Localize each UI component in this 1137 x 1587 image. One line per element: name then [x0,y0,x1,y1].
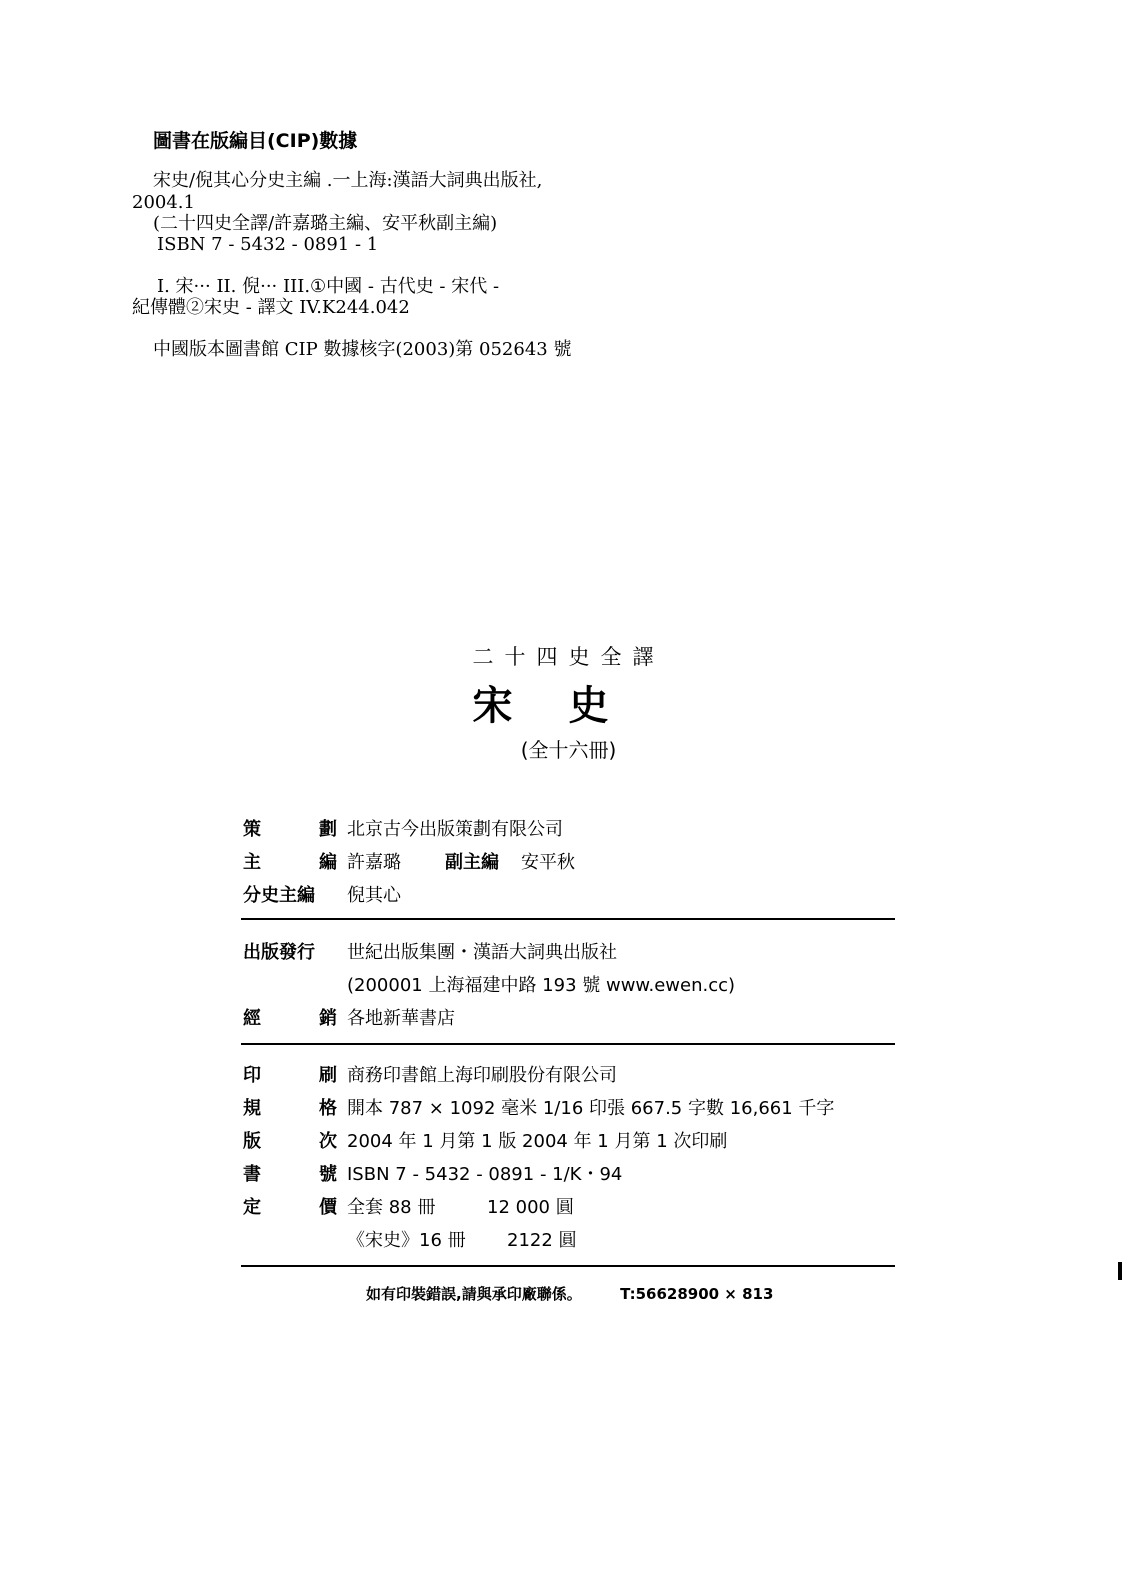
cip-line-date: 2004.1 [132,192,195,213]
value-book-number: ISBN 7 - 5432 - 0891 - 1/K・94 [347,1164,623,1185]
value-chief-editor: 許嘉璐 [347,852,401,873]
label-section-editor: 分史主編 [243,885,315,906]
row-edition [243,1127,727,1153]
cip-line-classification-2: 紀傳體②宋史 - 譯文 IV.K244.042 [132,297,410,318]
label-publisher: 出版發行 [243,942,315,963]
value-specs: 開本 787 × 1092 毫米 1/16 印張 667.5 字數 16,661 千字 [347,1098,835,1119]
footer-notice [366,1283,773,1304]
row-book-number [243,1160,622,1186]
book-title: 宋史 [472,682,665,729]
label-price: 定 價 [243,1197,337,1218]
footer-notice-text: 如有印裝錯誤,請與承印廠聯係。 [366,1285,582,1303]
cip-line-title: 宋史/倪其心分史主編 .一上海:漢語大詞典出版社, [153,170,543,191]
value-price-set-label: 全套 88 冊 [347,1197,436,1218]
row-printing [243,1061,617,1087]
label-printing: 印 刷 [243,1065,337,1086]
divider-rule-2 [241,1043,895,1045]
value-edition: 2004 年 1 月第 1 版 2004 年 1 月第 1 次印刷 [347,1131,728,1152]
value-distribution: 各地新華書店 [347,1008,455,1029]
value-price-volume-label: 《宋史》16 冊 [347,1230,466,1251]
row-publisher [243,938,617,964]
cip-line-record-number: 中國版本圖書館 CIP 數據核字(2003)第 052643 號 [153,339,572,360]
label-book-number: 書 號 [243,1164,337,1185]
row-price-volume [347,1226,577,1252]
divider-rule-3 [241,1265,895,1267]
footer-phone: T:56628900 × 813 [620,1285,774,1303]
value-planning: 北京古今出版策劃有限公司 [347,819,563,840]
cip-line-classification-1: I. 宋··· II. 倪··· III.①中國 - 古代史 - 宋代 - [157,276,500,297]
cip-line-series: (二十四史全譯/許嘉璐主編、安平秋副主編) [153,213,498,234]
label-distribution: 經 銷 [243,1008,337,1029]
row-chief-editor [243,848,575,874]
volume-count: (全十六冊) [520,738,617,762]
value-deputy-editor: 安平秋 [521,852,575,873]
value-publisher: 世紀出版集團・漢語大詞典出版社 [347,942,617,963]
row-price-set [243,1193,574,1219]
value-price-set: 12 000 圓 [487,1197,574,1218]
value-publisher-address: (200001 上海福建中路 193 號 www.ewen.cc) [347,975,736,996]
cip-line-isbn: ISBN 7 - 5432 - 0891 - 1 [157,234,379,255]
label-specs: 規 格 [243,1098,337,1119]
row-specs [243,1094,834,1120]
value-section-editor: 倪其心 [347,885,401,906]
row-publisher-address [347,971,735,997]
value-printing: 商務印書館上海印刷股份有限公司 [347,1065,617,1086]
row-planning [243,815,563,841]
value-price-volume: 2122 圓 [507,1230,577,1251]
label-deputy-editor: 副主編 [445,852,499,873]
label-edition: 版 次 [243,1131,337,1152]
label-planning: 策 劃 [243,819,337,840]
series-title: 二十四史全譯 [472,645,665,669]
scan-edge-mark [1118,1262,1122,1280]
divider-rule-1 [241,918,895,920]
row-distribution [243,1004,455,1030]
row-section-editor [243,881,401,907]
cip-heading: 圖書在版編目(CIP)數據 [153,130,358,152]
label-chief-editor: 主 編 [243,852,337,873]
